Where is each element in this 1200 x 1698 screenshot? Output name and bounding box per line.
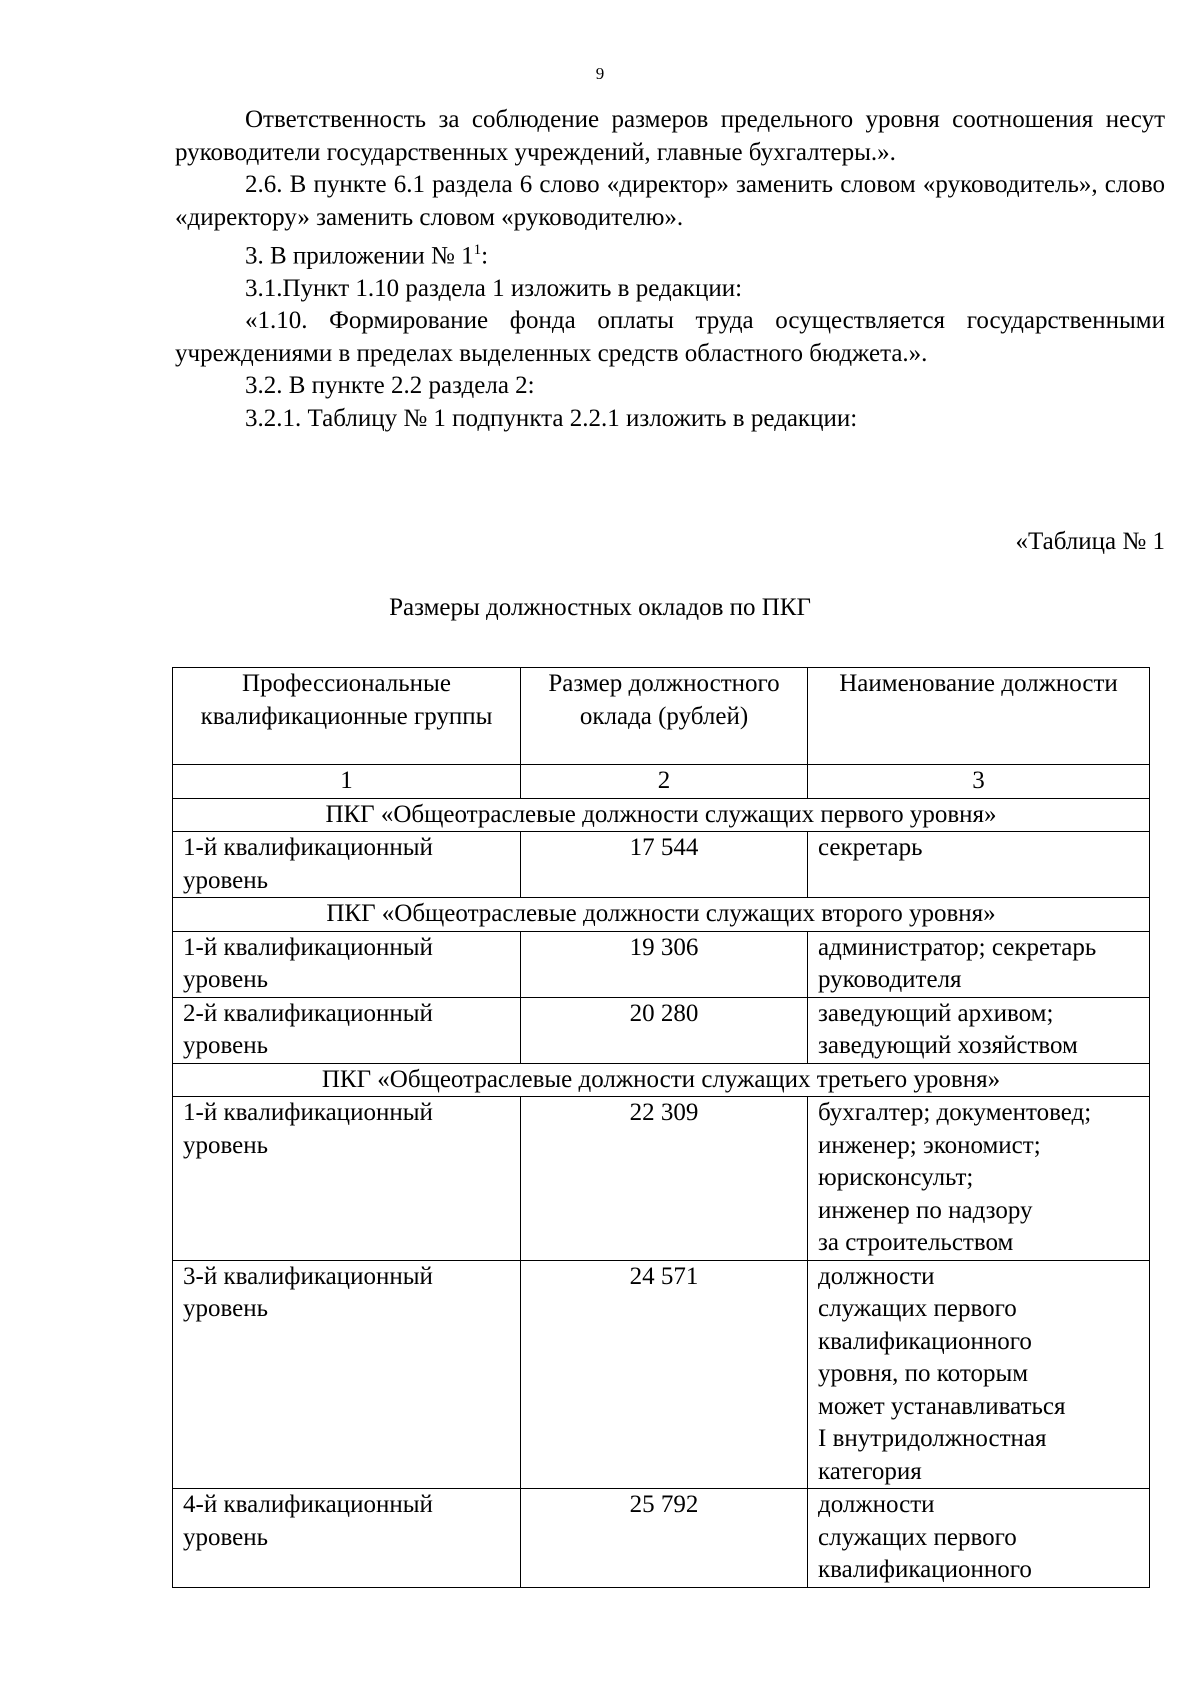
- group-title-row: [173, 1063, 1150, 1097]
- table-row: [173, 1489, 1150, 1588]
- table-row: [173, 1097, 1150, 1261]
- level-cell: 3-й квалификационный уровень: [173, 1260, 521, 1489]
- column-number-cell: 1: [173, 765, 521, 799]
- positions-cell: должности служащих первого квалификационного: [808, 1489, 1150, 1588]
- paragraph-responsibility: Ответственность за соблюдение размеров предельного уровня соотношения несут руководители государственных учреждений, главные бухгалтеры.».: [175, 106, 1165, 166]
- paragraph-3-colon: :: [481, 242, 489, 270]
- paragraph-3-superscript: 1: [473, 242, 482, 258]
- header-cell: Наименование должности: [808, 668, 1150, 765]
- salary-cell: 24 571: [521, 1260, 808, 1489]
- group-title: ПКГ «Общеотраслевые должности служащих третьего уровня»: [173, 1063, 1150, 1097]
- paragraph-3-2-1: 3.2.1. Таблицу № 1 подпункта 2.2.1 изложить в редакции:: [245, 404, 858, 432]
- positions-cell: заведующий архивом; заведующий хозяйством: [808, 997, 1150, 1063]
- table-row: [173, 931, 1150, 997]
- column-number-cell: 3: [808, 765, 1150, 799]
- paragraph-3-text: 3. В приложении № 1: [245, 242, 474, 270]
- level-cell: 1-й квалификационный уровень: [173, 832, 521, 898]
- positions-cell: администратор; секретарь руководителя: [808, 931, 1150, 997]
- group-title-row: [173, 798, 1150, 832]
- paragraph-3-1: 3.1.Пункт 1.10 раздела 1 изложить в редакции:: [245, 274, 743, 302]
- header-cell: Профессиональные квалификационные группы: [173, 668, 521, 765]
- column-number-row: [173, 765, 1150, 799]
- level-cell: 1-й квалификационный уровень: [173, 931, 521, 997]
- table-title: Размеры должностных окладов по ПКГ: [389, 594, 811, 621]
- paragraph-3-2: 3.2. В пункте 2.2 раздела 2:: [245, 372, 535, 400]
- level-cell: 4-й квалификационный уровень: [173, 1489, 521, 1588]
- table-row: [173, 832, 1150, 898]
- table-reference: «Таблица № 1: [1015, 528, 1165, 555]
- salary-cell: 22 309: [521, 1097, 808, 1261]
- column-number-cell: 2: [521, 765, 808, 799]
- group-title: ПКГ «Общеотраслевые должности служащих второго уровня»: [173, 898, 1150, 932]
- positions-cell: бухгалтер; документовед; инженер; экономист; юрисконсульт; инженер по надзору за строительством: [808, 1097, 1150, 1261]
- positions-cell: должности служащих первого квалификационного уровня, по которым может устанавливаться I внутридолжностная категория: [808, 1260, 1150, 1489]
- salary-cell: 17 544: [521, 832, 808, 898]
- group-title-row: [173, 898, 1150, 932]
- table-header-row: [173, 668, 1150, 765]
- table-row: [173, 1260, 1150, 1489]
- salary-cell: 25 792: [521, 1489, 808, 1588]
- table-row: [173, 997, 1150, 1063]
- level-cell: 1-й квалификационный уровень: [173, 1097, 521, 1261]
- salary-cell: 19 306: [521, 931, 808, 997]
- page-number: 9: [595, 64, 605, 83]
- paragraph-3: [175, 234, 1165, 273]
- group-title: ПКГ «Общеотраслевые должности служащих первого уровня»: [173, 798, 1150, 832]
- header-cell: Размер должностного оклада (рублей): [521, 668, 808, 765]
- positions-cell: секретарь: [808, 832, 1150, 898]
- paragraph-1-10: «1.10. Формирование фонда оплаты труда осуществляется государственными учреждениями в пределах выделенных средств областного бюджета.».: [175, 307, 1165, 367]
- salary-cell: 20 280: [521, 997, 808, 1063]
- salary-table: [172, 667, 1150, 1588]
- body-text: [175, 104, 1165, 435]
- level-cell: 2-й квалификационный уровень: [173, 997, 521, 1063]
- paragraph-2-6: 2.6. В пункте 6.1 раздела 6 слово «директор» заменить словом «руководитель», слово «директору» заменить словом «руководителю».: [175, 171, 1165, 231]
